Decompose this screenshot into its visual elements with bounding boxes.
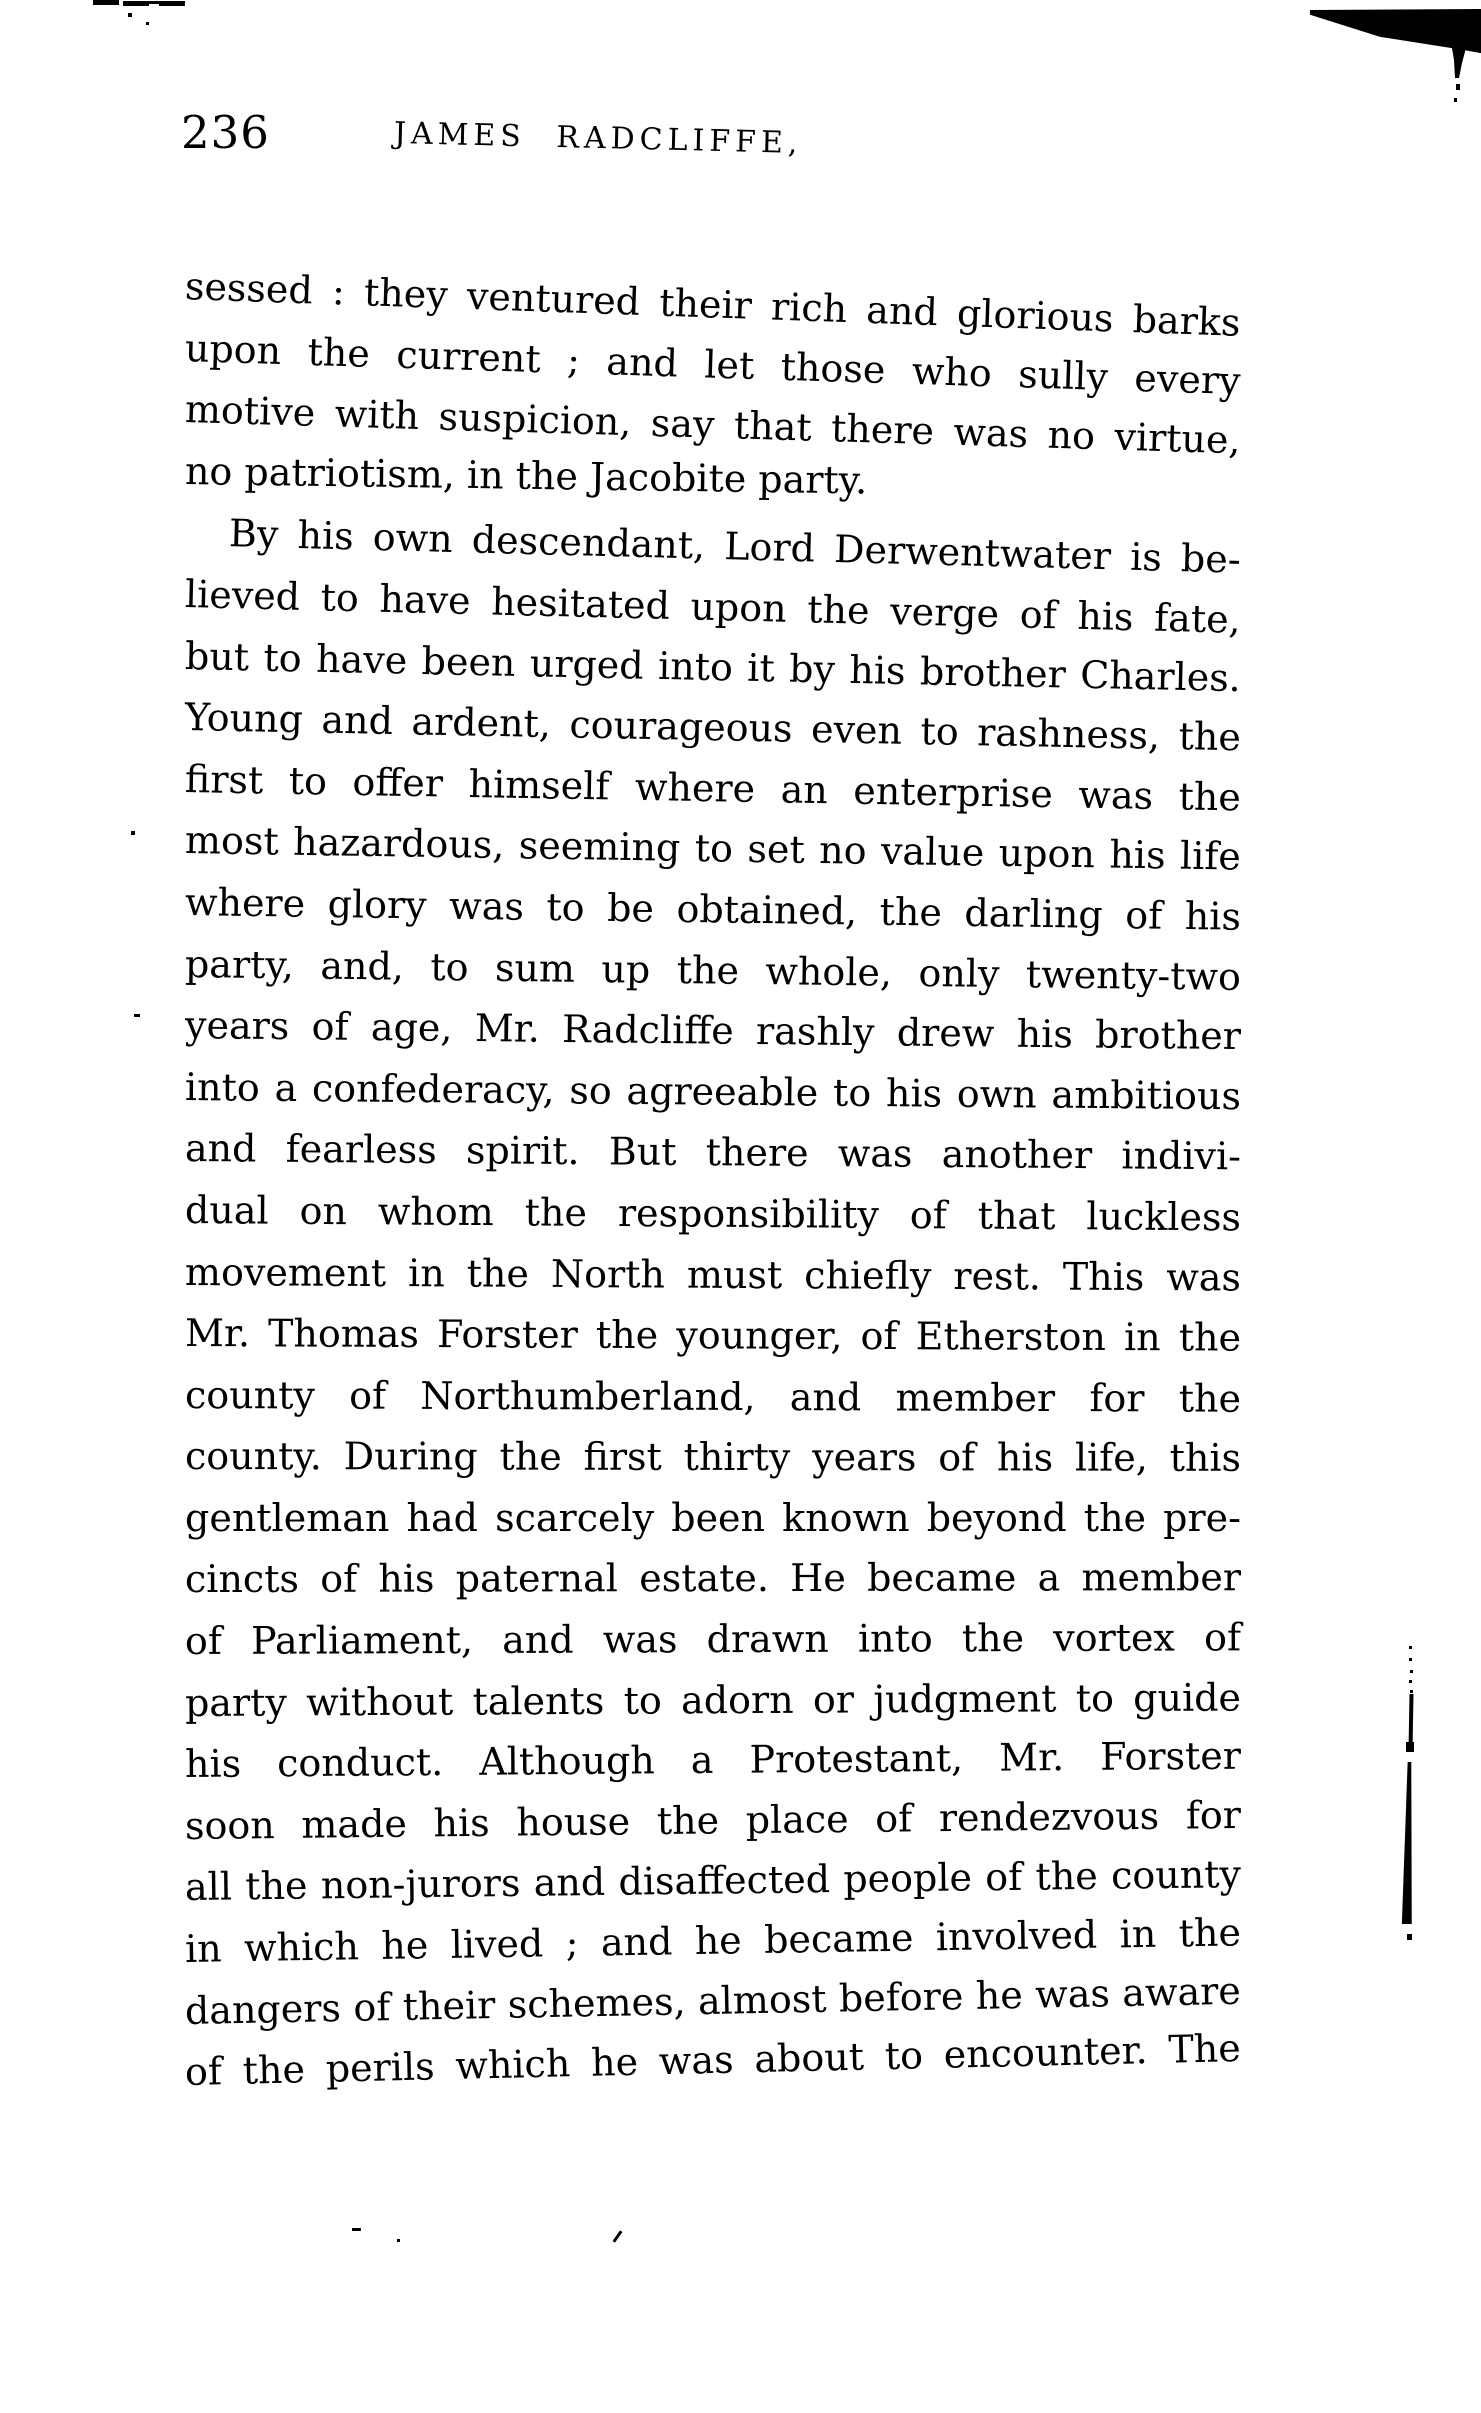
scan-artifact-right-edge-blob (1406, 1742, 1414, 1752)
scan-artifact-speck (352, 2228, 361, 2231)
text-line: motive with suspicion, say that there was no virtue, (184, 387, 1242, 463)
running-title: JAMES RADCLIFFE, (393, 116, 803, 161)
scan-artifact-speck (146, 22, 149, 25)
scan-artifact-speck (131, 831, 135, 835)
text-line: his conduct. Although a Protestant, Mr. Forster (184, 1733, 1242, 1787)
text-line: party without talents to adorn or judgment to guide (184, 1675, 1242, 1725)
text-line: Young and ardent, courageous even to rashness, the (184, 695, 1242, 760)
text-line: gentleman had scarcely been known beyond the pre- (185, 1495, 1241, 1540)
text-line: first to offer himself where an enterprise was the (184, 756, 1242, 820)
text-line: soon made his house the place of rendezvous for (184, 1792, 1242, 1848)
text-line: Mr. Thomas Forster the younger, of Etherston in the (184, 1311, 1242, 1360)
text-line: all the non-jurors and disaffected people of the county (184, 1852, 1242, 1910)
scan-artifact-speck (128, 13, 132, 17)
scan-artifact-speck (397, 2239, 400, 2242)
text-line: dual on whom the responsibility of that luckless (184, 1187, 1242, 1240)
scan-artifact-right-edge-mark-lower (1401, 1762, 1413, 1924)
text-line: county of Northumberland, and member for the (184, 1372, 1242, 1421)
text-line: in which he lived ; and he became involved in the (184, 1910, 1242, 1972)
scan-artifact-speck (613, 2230, 623, 2242)
text-line: cincts of his paternal estate. He became a member (184, 1555, 1242, 1602)
scan-artifact-top-right-wedge-tail (1448, 48, 1468, 78)
text-line: of the perils which he was about to encounter. The (184, 2026, 1242, 2095)
text-line: party, and, to sum up the whole, only twenty-two (184, 941, 1242, 999)
page-text (185, 256, 1241, 2104)
text-line: dangers of their schemes, almost before he was aware (184, 1968, 1242, 2033)
text-line: no patriotism, in the Jacobite party. (184, 448, 868, 503)
scan-artifact-speck (1454, 98, 1457, 102)
text-line: county. During the first thirty years of his life, this (184, 1434, 1242, 1481)
page-number: 236 (181, 106, 270, 159)
scan-artifact-speck (1407, 1934, 1412, 1940)
text-line: By his own descendant, Lord Derwentwater is be- (228, 511, 1242, 583)
text-line: but to have been urged into it by his brother Charles. (184, 633, 1242, 700)
text-line: years of age, Mr. Radcliffe rashly drew his brother (184, 1003, 1242, 1059)
text-line: sessed : they ventured their rich and glorious barks (184, 264, 1242, 345)
text-line: lieved to have hesitated upon the verge of his fate, (184, 571, 1242, 642)
scan-artifact-speck (134, 1014, 140, 1017)
text-line: of Parliament, and was drawn into the vortex of (184, 1615, 1242, 1664)
text-line: and fearless spirit. But there was another indivi- (184, 1126, 1242, 1179)
text-line: most hazardous, seeming to set no value upon his life (184, 818, 1242, 879)
text-line: where glory was to be obtained, the darling of his (184, 879, 1242, 939)
scan-artifact-top-left-smudge (93, 0, 119, 5)
text-line: movement in the North must chiefly rest. This was (184, 1249, 1242, 1300)
scan-artifact-right-edge-dots (1409, 1646, 1412, 1649)
text-line: upon the current ; and let those who sully every (184, 325, 1242, 403)
text-line: into a confederacy, so agreeable to his own ambitious (184, 1064, 1242, 1118)
scan-artifact-speck (1456, 84, 1460, 90)
